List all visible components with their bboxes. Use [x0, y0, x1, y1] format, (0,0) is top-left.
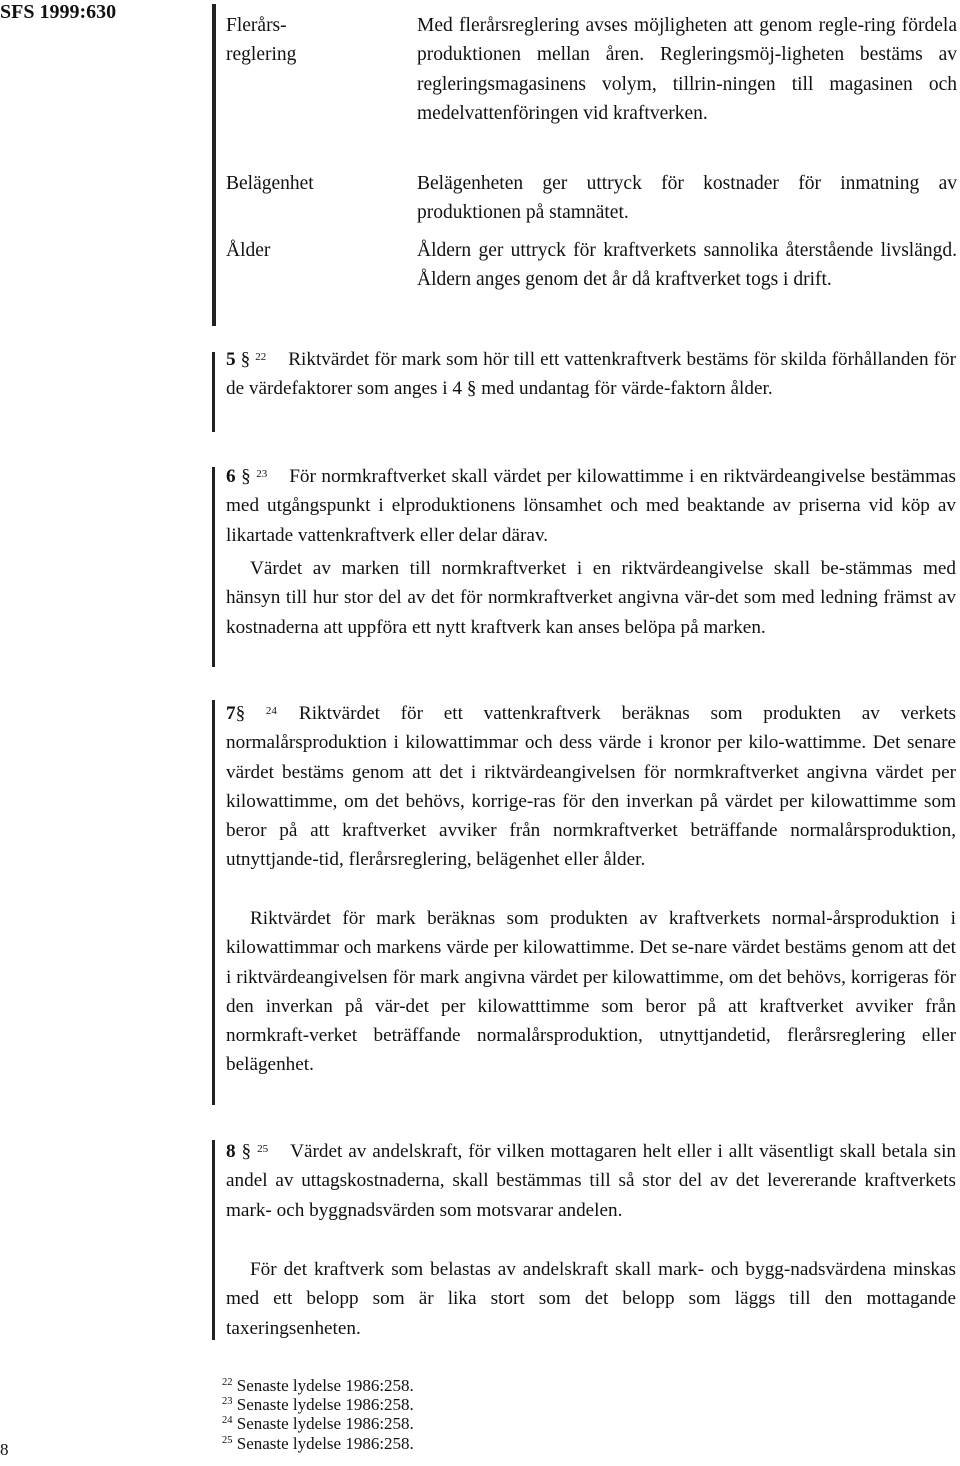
definition-text: Med flerårsreglering avses möjligheten att genom regle-ring fördela produktionen mellan åren. Regleringsmöj-ligheten bestäms av regleringsmagasinens volym, tillrin-ningen till magasinen och medelvattenföringen vid kraftverken. [417, 15, 957, 125]
section-number: 6 [226, 466, 236, 487]
section-text: Värdet av andelskraft, för vilken mottagaren helt eller i allt väsentligt skall betala sin andel av uttagskostnaderna, skall bestämmas till så stor del av det levererande kraftverkets mark- och byggnadsvärden som motsvarar andelen. [226, 1141, 957, 1221]
sfs-number: SFS 1999:630 [0, 1, 117, 23]
section-text: Riktvärdet för ett vattenkraftverk beräknas som produkten av verkets normalårsproduktion i kilowattimmar och dess värde i kronor per kilo-wattimme. Det senare värdet bestäms genom att det i riktvärdeangivelsen för normkraftverket angivna värdet per kilowattimme, om det behövs, korrige-ras för den inverkan på värdet per kilowattimme som beror på att kraftverket avviker från normkraftverket beträffande normalårsproduktion, utnyttjande-tid, flerårsreglering, belägenhet eller ålder. [226, 703, 956, 871]
section-6-paragraph [226, 462, 956, 550]
section-symbol: § [240, 349, 251, 370]
section-symbol: § [235, 703, 246, 724]
footnote-ref: 23 [256, 468, 268, 480]
footnote-mark: 23 [222, 1396, 233, 1407]
section-text: Riktvärdet för mark som hör till ett vattenkraftverk bestäms för skilda förhållanden för de värdefaktorer som anges i 4 § med undantag för värde-faktorn ålder. [226, 349, 957, 400]
footnote [222, 1414, 414, 1434]
change-bar [212, 4, 216, 326]
footnote-text: Senaste lydelse 1986:258. [236, 1376, 414, 1395]
footnote-ref: 22 [255, 351, 267, 363]
change-bar [212, 1140, 215, 1340]
change-bar [212, 352, 215, 432]
section-6-paragraph-2: Värdet av marken till normkraftverket i en riktvärdeangivelse skall be-stämmas med hänsyn till hur stor del av det för normkraftverket angivna vär-det som med ledning främst av kostnaderna att uppföra ett nytt kraftverk kan anses belöpa på marken. [226, 558, 956, 638]
section-text: För normkraftverket skall värdet per kilowattimme i en riktvärdeangivelse bestämmas med utgångspunkt i elproduktionens lönsamhet och med beaktande av priserna vid köp av likartade vattenkraftverk eller delar därav. [226, 466, 956, 546]
section-number: 7 [226, 703, 236, 724]
footnote [222, 1395, 414, 1415]
footnote-mark: 24 [222, 1415, 233, 1426]
definition-term: Ålder [226, 240, 271, 261]
footnote-text: Senaste lydelse 1986:258. [236, 1395, 414, 1414]
definition-term: Flerårs- reglering [226, 15, 297, 66]
section-7-paragraph-2: Riktvärdet för mark beräknas som produkten av kraftverkets normal-årsproduktion i kilowattimmar och markens värde per kilowattimme. Det se-nare värdet bestäms genom att det i riktvärdeangivelsen för mark angivna värdet per kilowattimme, om det behövs, korrigeras för den inverkan på vär-det per kilowatttimme som beror på att kraftverket avviker från normkraft-verket beträffande normalårsproduktion, utnyttjandetid, flerårsreglering eller belägenhet. [226, 908, 956, 1076]
footnote-mark: 25 [222, 1435, 233, 1446]
section-8-paragraph [226, 1137, 956, 1225]
definition-term: Belägenhet [226, 173, 314, 194]
change-bar [212, 467, 215, 667]
footnote [222, 1434, 414, 1454]
change-bar [212, 700, 215, 1105]
section-7-paragraph [226, 699, 956, 875]
page-number: 8 [0, 1440, 9, 1459]
footnote-text: Senaste lydelse 1986:258. [236, 1434, 414, 1453]
section-symbol: § [241, 1141, 252, 1162]
section-symbol: § [241, 466, 251, 487]
section-number: 8 [226, 1141, 236, 1162]
section-number: 5 [226, 349, 236, 370]
footnote-ref: 25 [257, 1143, 269, 1155]
footnote-mark: 22 [222, 1377, 233, 1388]
definition-text: Åldern ger uttryck för kraftverkets sannolika återstående livslängd. Åldern anges genom det år då kraftverket togs i drift. [417, 240, 957, 291]
definition-text: Belägenheten ger uttryck för kostnader för inmatning av produktionen på stamnätet. [417, 173, 957, 224]
footnote-ref: 24 [265, 705, 277, 717]
section-8-paragraph-2: För det kraftverk som belastas av andelskraft skall mark- och bygg-nadsvärdena minskas med ett belopp som är lika stort som det belopp som läggs till den mottagande taxeringsenheten. [226, 1259, 956, 1339]
section-5-paragraph [226, 345, 956, 404]
footnote-text: Senaste lydelse 1986:258. [236, 1414, 414, 1433]
footnote [222, 1376, 414, 1396]
